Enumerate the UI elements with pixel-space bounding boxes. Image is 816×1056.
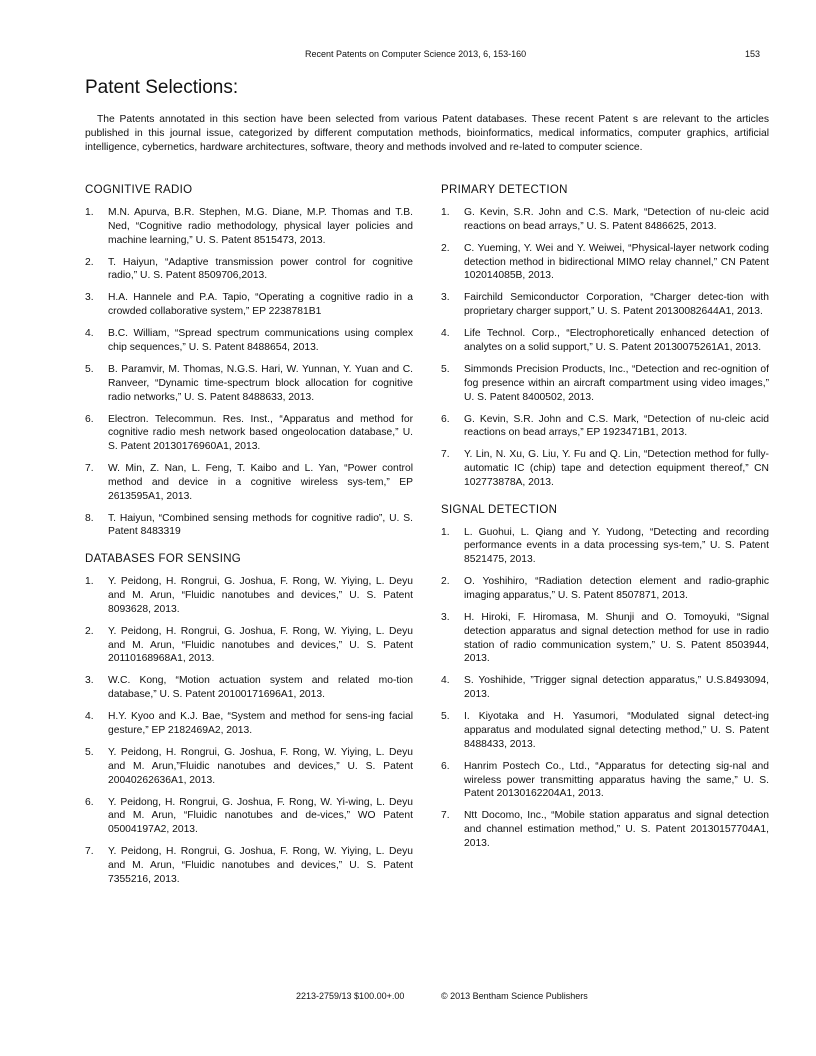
reference-item bbox=[85, 674, 413, 702]
reference-text: Y. Peidong, H. Rongrui, G. Joshua, F. Rong, W. Yiying, L. Deyu and M. Arun, “Fluidic nanotubes and devices,” U. S. Patent 20110168968A1, 2013. bbox=[108, 625, 413, 665]
reference-text: M.N. Apurva, B.R. Stephen, M.G. Diane, M.P. Thomas and T.B. Ned, “Cognitive radio methodology, physical layer policies and machine learning,” U. S. Patent 8515473, 2013. bbox=[108, 207, 413, 246]
reference-text: W.C. Kong, “Motion actuation system and related mo-tion database,” U. S. Patent 20100171696A1, 2013. bbox=[108, 675, 413, 701]
reference-text: Simmonds Precision Products, Inc., “Detection and rec-ognition of fog presence within an aircraft compartment using video images,” U. S. Patent 8400502, 2013. bbox=[464, 363, 769, 403]
reference-item bbox=[441, 291, 769, 319]
running-head: Recent Patents on Computer Science 2013, 6, 153-160 bbox=[305, 49, 527, 59]
reference-number: 6. bbox=[441, 413, 450, 425]
reference-number: 4. bbox=[441, 675, 450, 687]
reference-item bbox=[441, 327, 769, 355]
reference-number: 3. bbox=[85, 292, 94, 304]
reference-number: 4. bbox=[85, 328, 94, 340]
reference-number: 1. bbox=[85, 576, 94, 588]
reference-item bbox=[85, 291, 413, 319]
reference-number: 6. bbox=[441, 760, 450, 772]
reference-number: 5. bbox=[441, 711, 450, 723]
reference-text: B.C. William, “Spread spectrum communications using complex chip sequences,” U. S. Patent 8488654, 2013. bbox=[108, 328, 413, 353]
reference-text: L. Guohui, L. Qiang and Y. Yudong, “Detecting and recording performance events in a data processing sys-tem,” U. S. Patent 8521475, 2013. bbox=[464, 526, 769, 566]
reference-text: O. Yoshihiro, “Radiation detection element and radio-graphic imaging apparatus,” U. S. Patent 8507871, 2013. bbox=[464, 576, 769, 602]
reference-text: Y. Peidong, H. Rongrui, G. Joshua, F. Rong, W. Yi-wing, L. Deyu and M. Arun, “Fluidic nanotubes and de-vices,” WO Patent 05004197A2, 2013. bbox=[108, 796, 413, 836]
reference-text: G. Kevin, S.R. John and C.S. Mark, “Detection of nu-cleic acid reactions on bead arrays,” U. S. Patent 8486625, 2013. bbox=[464, 207, 769, 232]
reference-item bbox=[441, 760, 769, 801]
reference-text: Electron. Telecommun. Res. Inst., “Apparatus and method for cognitive radio mesh network based ongeolocation database,” U. S. Patent 20130176960A1, 2013. bbox=[108, 413, 413, 453]
reference-item bbox=[85, 462, 413, 503]
reference-number: 7. bbox=[441, 810, 450, 822]
reference-text: H.Y. Kyoo and K.J. Bae, “System and method for sens-ing facial gesture,” EP 2182469A2, 2013. bbox=[108, 711, 413, 736]
reference-number: 1. bbox=[441, 526, 450, 538]
reference-text: Ntt Docomo, Inc., “Mobile station apparatus and signal detection and channel estimation method,” U. S. Patent 20130157704A1, 2013. bbox=[464, 810, 769, 849]
reference-item bbox=[85, 575, 413, 616]
page-number: 153 bbox=[745, 49, 761, 59]
reference-item bbox=[441, 710, 769, 751]
reference-number: 5. bbox=[441, 363, 450, 375]
reference-list-signal-detection bbox=[441, 526, 769, 851]
reference-item bbox=[85, 512, 413, 540]
reference-number: 1. bbox=[85, 207, 94, 218]
reference-item bbox=[85, 327, 413, 355]
reference-text: T. Haiyun, “Adaptive transmission power control for cognitive radio,” U. S. Patent 8509706,2013. bbox=[108, 256, 413, 282]
reference-number: 3. bbox=[441, 612, 450, 624]
reference-text: W. Min, Z. Nan, L. Feng, T. Kaibo and L. Yan, “Power control method and device in a cognitive wireless sys-tem,” EP 2613595A1, 2013. bbox=[108, 463, 413, 502]
reference-text: Y. Peidong, H. Rongrui, G. Joshua, F. Rong, W. Yiying, L. Deyu and M. Arun,”Fluidic nanotubes and devices,” U. S. Patent 20040262636A1, 2013. bbox=[108, 746, 413, 786]
left-column bbox=[85, 184, 413, 895]
reference-number: 2. bbox=[85, 625, 94, 637]
reference-item bbox=[441, 448, 769, 489]
reference-text: Y. Peidong, H. Rongrui, G. Joshua, F. Rong, W. Yiying, L. Deyu and M. Arun, “Fluidic nanotubes and devices,” U. S. Patent 8093628, 2013. bbox=[108, 576, 413, 615]
reference-item bbox=[85, 746, 413, 787]
reference-item bbox=[441, 575, 769, 603]
reference-number: 2. bbox=[85, 256, 94, 268]
reference-number: 4. bbox=[85, 711, 94, 723]
reference-number: 2. bbox=[441, 576, 450, 588]
reference-text: C. Yueming, Y. Wei and Y. Weiwei, “Physical-layer network coding detection method in bidirectional MIMO relay channel,” CN Patent 102014085B, 2013. bbox=[464, 242, 769, 282]
intro-paragraph: The Patents annotated in this section have been selected from various Patent databases. These recent Patent s are relevant to the articles published in this journal issue, categorized by different computation methods, bioinformatics, medical informatics, computer graphics, artificial intelligence, cybernetics, hardware architectures, software, theory and methods involved and re-lated to computer science. bbox=[85, 114, 769, 153]
reference-text: G. Kevin, S.R. John and C.S. Mark, “Detection of nu-cleic acid reactions on bead arrays,” EP 1923471B1, 2013. bbox=[464, 413, 769, 439]
reference-text: I. Kiyotaka and H. Yasumori, “Modulated signal detect-ing apparatus and modulated signal detecting method,” U. S. Patent 8488433, 2013. bbox=[464, 711, 769, 750]
reference-number: 3. bbox=[85, 675, 94, 687]
reference-item bbox=[441, 611, 769, 666]
reference-item bbox=[85, 796, 413, 837]
reference-item bbox=[85, 206, 413, 247]
reference-item bbox=[85, 845, 413, 886]
reference-number: 7. bbox=[85, 846, 94, 858]
reference-item bbox=[441, 363, 769, 404]
reference-item bbox=[441, 413, 769, 441]
reference-list-databases-for-sensing bbox=[85, 575, 413, 886]
reference-item bbox=[441, 242, 769, 283]
reference-number: 5. bbox=[85, 363, 94, 375]
page-title: Patent Selections: bbox=[85, 77, 239, 98]
reference-text: H. Hiroki, F. Hiromasa, M. Shunji and O. Tomoyuki, “Signal detection apparatus and signal detection method for use in radio station of radio communication system,” U. S. Patent 8503944, 2013. bbox=[464, 612, 769, 665]
reference-item bbox=[441, 674, 769, 702]
reference-text: Y. Peidong, H. Rongrui, G. Joshua, F. Rong, W. Yiying, L. Deyu and M. Arun, “Fluidic nanotubes and devices,” U. S. Patent 7355216, 2013. bbox=[108, 846, 413, 885]
reference-text: Y. Lin, N. Xu, G. Liu, Y. Fu and Q. Lin, “Detection method for fully-automatic IC (chip) tape and detection equipment thereof,” CN 102773878A, 2013. bbox=[464, 449, 769, 488]
reference-number: 7. bbox=[441, 449, 450, 461]
reference-text: Fairchild Semiconductor Corporation, “Charger detec-tion with proprietary charger support,” U. S. Patent 20130082644A1, 2013. bbox=[464, 292, 769, 318]
right-column bbox=[441, 184, 769, 859]
reference-list-primary-detection bbox=[441, 206, 769, 490]
reference-item bbox=[85, 413, 413, 454]
reference-list-cognitive-radio bbox=[85, 206, 413, 539]
reference-number: 8. bbox=[85, 512, 94, 524]
section-heading-cognitive-radio: COGNITIVE RADIO bbox=[85, 184, 193, 196]
footer-copyright: © 2013 Bentham Science Publishers bbox=[441, 991, 588, 1001]
reference-number: 6. bbox=[85, 796, 94, 808]
reference-number: 1. bbox=[441, 207, 450, 218]
reference-item bbox=[441, 526, 769, 567]
reference-item bbox=[441, 206, 769, 234]
reference-item bbox=[441, 809, 769, 850]
reference-number: 3. bbox=[441, 292, 450, 304]
reference-item bbox=[85, 710, 413, 738]
reference-text: B. Paramvir, M. Thomas, N.G.S. Hari, W. Yunnan, Y. Yuan and C. Ranveer, “Dynamic time-spectrum block allocation for cognitive radio networks,” U. S. Patent 8488633, 2013. bbox=[108, 363, 413, 403]
section-heading-primary-detection: PRIMARY DETECTION bbox=[441, 184, 568, 196]
reference-text: H.A. Hannele and P.A. Tapio, “Operating a cognitive radio in a crowded collaborative system,” EP 2238781B1 bbox=[108, 292, 413, 318]
reference-text: S. Yoshihide, ”Trigger signal detection apparatus,” U.S.8493094, 2013. bbox=[464, 675, 769, 701]
reference-number: 2. bbox=[441, 242, 450, 254]
reference-text: Hanrim Postech Co., Ltd., “Apparatus for detecting sig-nal and wireless power transmitting apparatus having the same,” U. S. Patent 20130162204A1, 2013. bbox=[464, 760, 769, 800]
reference-number: 6. bbox=[85, 413, 94, 425]
section-heading-signal-detection: SIGNAL DETECTION bbox=[441, 503, 558, 516]
reference-text: Life Technol. Corp., “Electrophoretically enhanced detection of analytes on a solid support,” U. S. Patent 20130075261A1, 2013. bbox=[464, 328, 769, 353]
section-heading-databases-for-sensing: DATABASES FOR SENSING bbox=[85, 553, 242, 566]
reference-number: 5. bbox=[85, 746, 94, 758]
reference-item bbox=[85, 363, 413, 404]
reference-item bbox=[85, 256, 413, 284]
reference-number: 4. bbox=[441, 328, 450, 340]
reference-item bbox=[85, 625, 413, 666]
reference-text: T. Haiyun, “Combined sensing methods for cognitive radio”, U. S. Patent 8483319 bbox=[108, 512, 413, 538]
footer-issn: 2213-2759/13 $100.00+.00 bbox=[296, 991, 405, 1001]
reference-number: 7. bbox=[85, 463, 94, 475]
